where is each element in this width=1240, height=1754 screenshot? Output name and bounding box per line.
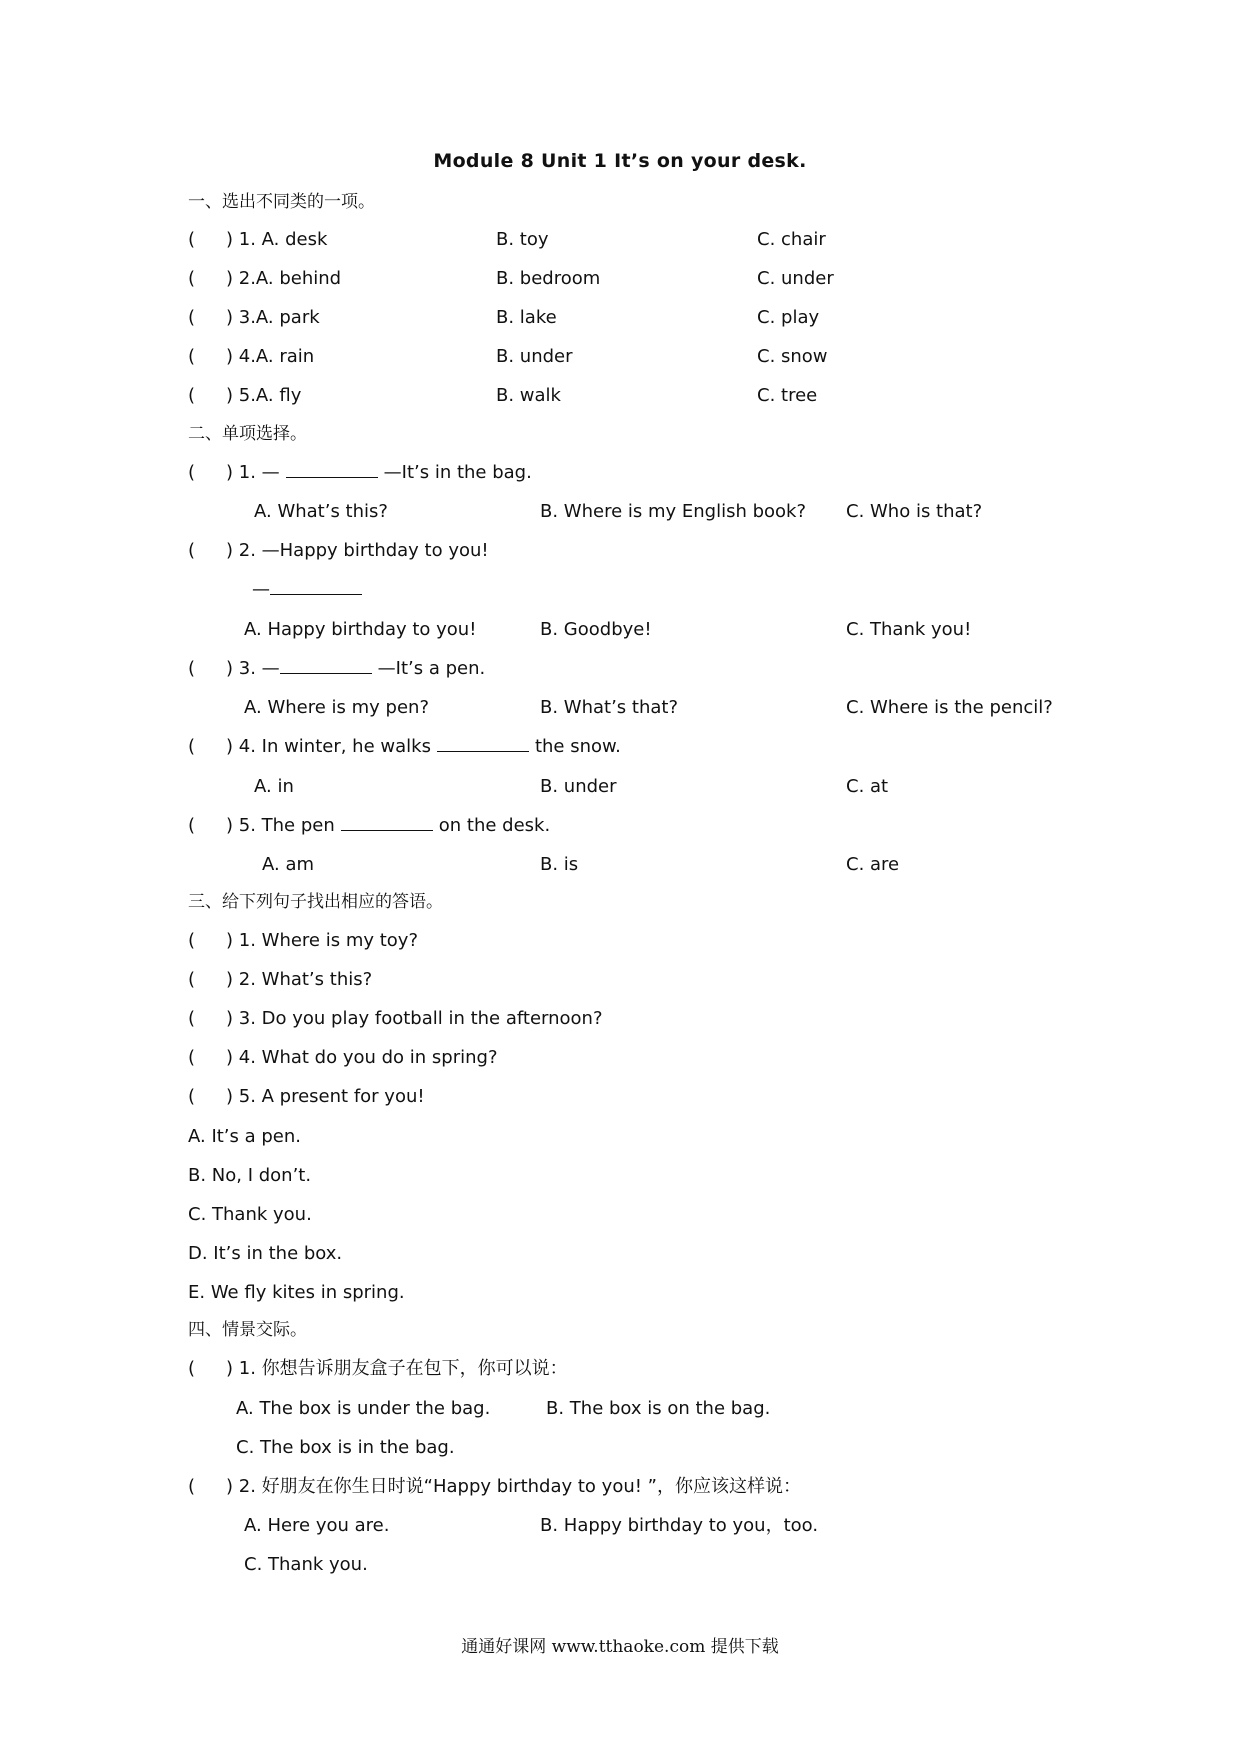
section-4-heading: 四、情景交际。: [188, 1320, 307, 1340]
option-b: B. What’s that?: [540, 697, 679, 718]
option-a: A. The box is under the bag.: [236, 1398, 491, 1419]
option-b: B. The box is on the bag.: [546, 1398, 771, 1419]
option-c: C. are: [846, 854, 900, 875]
option-b: B. toy: [496, 229, 549, 250]
question-suffix: —It’s in the bag.: [383, 462, 532, 483]
option-a: A. Here you are.: [244, 1515, 390, 1536]
option-c: C. The box is in the bag.: [236, 1437, 455, 1458]
section-1-heading: 一、选出不同类的一项。: [188, 192, 375, 212]
option-b: B. lake: [496, 307, 557, 328]
section-3-item: [188, 1085, 425, 1109]
question-text: ) 5. A present for you!: [226, 1086, 425, 1107]
question-text: ) 5.A. fly: [226, 385, 302, 406]
paren-open: (: [188, 658, 196, 679]
option-c: C. play: [757, 307, 820, 328]
page-title: Module 8 Unit 1 It’s on your desk.: [433, 150, 807, 172]
paren-open: (: [188, 385, 196, 406]
section-3-heading: 三、给下列句子找出相应的答语。: [188, 892, 443, 912]
option-a: A. Happy birthday to you!: [244, 619, 477, 640]
question-prefix: ) 4. In winter, he walks: [226, 736, 431, 757]
option-c: C. Who is that?: [846, 501, 983, 522]
option-c: C. Where is the pencil?: [846, 697, 1053, 718]
paren-open: (: [188, 815, 196, 836]
question-prefix: ) 1. —: [226, 462, 280, 483]
question-text: ) 2. What’s this?: [226, 969, 373, 990]
section-3-item: [188, 968, 372, 992]
answer-option: A. It’s a pen.: [188, 1126, 302, 1147]
question-text: ) 2.A. behind: [226, 268, 342, 289]
section-3-item: [188, 1046, 498, 1070]
paren-open: (: [188, 346, 196, 367]
question-text: ) 1. A. desk: [226, 229, 328, 250]
option-c: C. under: [757, 268, 834, 289]
answer-blank: [286, 461, 378, 478]
question-text: ) 3.A. park: [226, 307, 320, 328]
option-b: B. under: [496, 346, 573, 367]
page-footer: 通通好课网 www.tthaoke.com 提供下载: [461, 1637, 779, 1657]
paren-open: (: [188, 1358, 196, 1379]
option-b: B. Goodbye!: [540, 619, 652, 640]
section-3-item: [188, 1007, 603, 1031]
option-b: B. is: [540, 854, 579, 875]
reply-dash: —: [252, 579, 270, 600]
paren-open: (: [188, 462, 196, 483]
question-prefix: ) 5. The pen: [226, 815, 335, 836]
answer-option: E. We fly kites in spring.: [188, 1282, 405, 1303]
paren-open: (: [188, 540, 196, 561]
option-a: A. What’s this?: [254, 501, 388, 522]
question-text: ) 4. What do you do in spring?: [226, 1047, 498, 1068]
option-c: C. Thank you!: [846, 619, 972, 640]
option-b: B. Happy birthday to you，too.: [540, 1515, 819, 1536]
paren-open: (: [188, 1008, 196, 1029]
paren-open: (: [188, 307, 196, 328]
question-suffix: —It’s a pen.: [377, 658, 486, 679]
option-a: A. in: [254, 776, 294, 797]
option-a: A. Where is my pen?: [244, 697, 429, 718]
answer-option: B. No, I don’t.: [188, 1165, 312, 1186]
answer-option: C. Thank you.: [188, 1204, 312, 1225]
option-c: C. chair: [757, 229, 826, 250]
reply-line: [252, 578, 368, 602]
question-text: ) 4.A. rain: [226, 346, 315, 367]
answer-blank: [341, 814, 433, 831]
paren-open: (: [188, 1086, 196, 1107]
paren-open: (: [188, 930, 196, 951]
question-text: ) 2. 好朋友在你生日时说“Happy birthday to you! ”，你应该这样说：: [226, 1476, 802, 1497]
section-3-item: [188, 929, 418, 953]
paren-open: (: [188, 1476, 196, 1497]
section-2-heading: 二、单项选择。: [188, 424, 307, 444]
question-text: ) 1. 你想告诉朋友盒子在包下，你可以说：: [226, 1358, 568, 1379]
answer-blank: [270, 578, 362, 595]
answer-option: D. It’s in the box.: [188, 1243, 343, 1264]
option-b: B. Where is my English book?: [540, 501, 807, 522]
paren-open: (: [188, 229, 196, 250]
answer-blank: [280, 657, 372, 674]
question-text: ) 2. —Happy birthday to you!: [226, 540, 489, 561]
option-c: C. at: [846, 776, 889, 797]
option-c: C. tree: [757, 385, 818, 406]
option-c: C. Thank you.: [244, 1554, 368, 1575]
question-text: ) 1. Where is my toy?: [226, 930, 419, 951]
option-b: B. bedroom: [496, 268, 601, 289]
paren-open: (: [188, 1047, 196, 1068]
answer-blank: [437, 735, 529, 752]
option-a: A. am: [262, 854, 315, 875]
question-suffix: on the desk.: [438, 815, 551, 836]
question-text: ) 3. Do you play football in the afternoon?: [226, 1008, 603, 1029]
paren-open: (: [188, 736, 196, 757]
paren-open: (: [188, 969, 196, 990]
paren-open: (: [188, 268, 196, 289]
option-c: C. snow: [757, 346, 828, 367]
option-b: B. walk: [496, 385, 561, 406]
question-prefix: ) 3. —: [226, 658, 280, 679]
question-suffix: the snow.: [534, 736, 621, 757]
option-b: B. under: [540, 776, 617, 797]
